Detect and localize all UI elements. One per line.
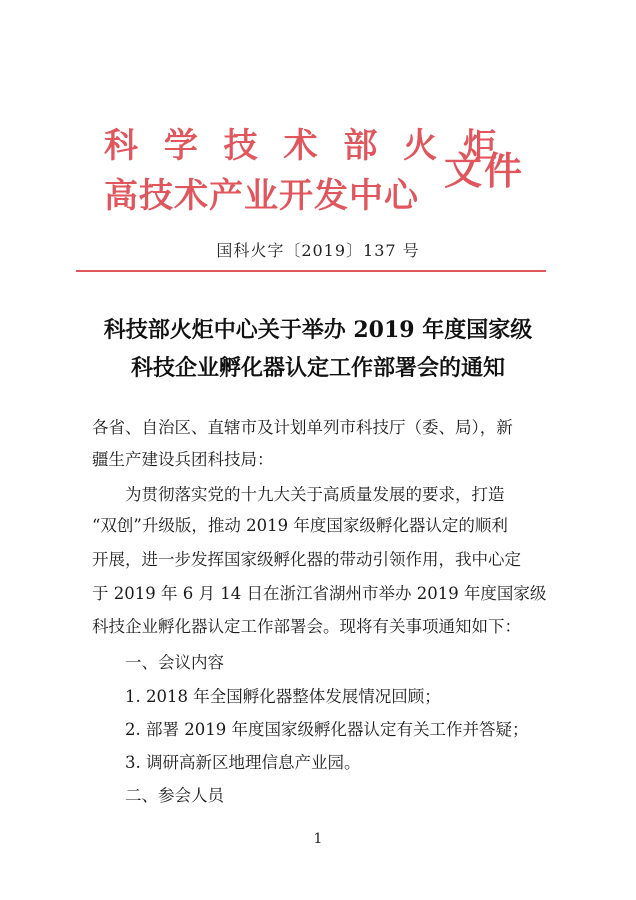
document-title-line-2: 科技企业孵化器认定工作部署会的通知: [130, 355, 505, 381]
paragraph-line-5: 科技企业孵化器认定工作部署会。现将有关事项通知如下：: [92, 617, 521, 636]
paragraph-line-2: “双创”升级版，推动 2019 年度国家级孵化器认定的顺利: [92, 516, 508, 535]
page-number: 1: [313, 831, 323, 847]
addressee-line-1: 各省、自治区、直辖市及计划单列市科技厅（委、局），新: [92, 418, 513, 437]
list-item-3: 3. 调研高新区地理信息产业园。: [125, 753, 361, 772]
addressee-line-2: 疆生产建设兵团科技局：: [92, 450, 274, 469]
paragraph-line-3: 开展，进一步发挥国家级孵化器的带动引领作用，我中心定: [92, 550, 521, 569]
section-heading-1: 一、会议内容: [125, 653, 224, 672]
document-number: 国科火字〔2019〕137 号: [216, 241, 420, 260]
document-title-line-1: 科技部火炬中心关于举办 2019 年度国家级: [103, 317, 533, 343]
document-type-label: 文件: [444, 149, 525, 193]
issuer-name-line-1: 科 学 技 术 部 火 炬: [104, 126, 505, 166]
list-item-1: 1. 2018 年全国孵化器整体发展情况回顾；: [125, 687, 441, 706]
list-item-2: 2. 部署 2019 年度国家级孵化器认定有关工作并答疑；: [125, 720, 529, 739]
red-header-rule: [76, 270, 546, 272]
paragraph-line-1: 为贯彻落实党的十九大关于高质量发展的要求，打造: [125, 485, 505, 504]
issuer-name-line-2: 高技术产业开发中心: [104, 176, 419, 216]
paragraph-line-4: 于 2019 年 6 月 14 日在浙江省湖州市举办 2019 年度国家级: [92, 584, 547, 603]
section-heading-2: 二、参会人员: [125, 786, 224, 805]
